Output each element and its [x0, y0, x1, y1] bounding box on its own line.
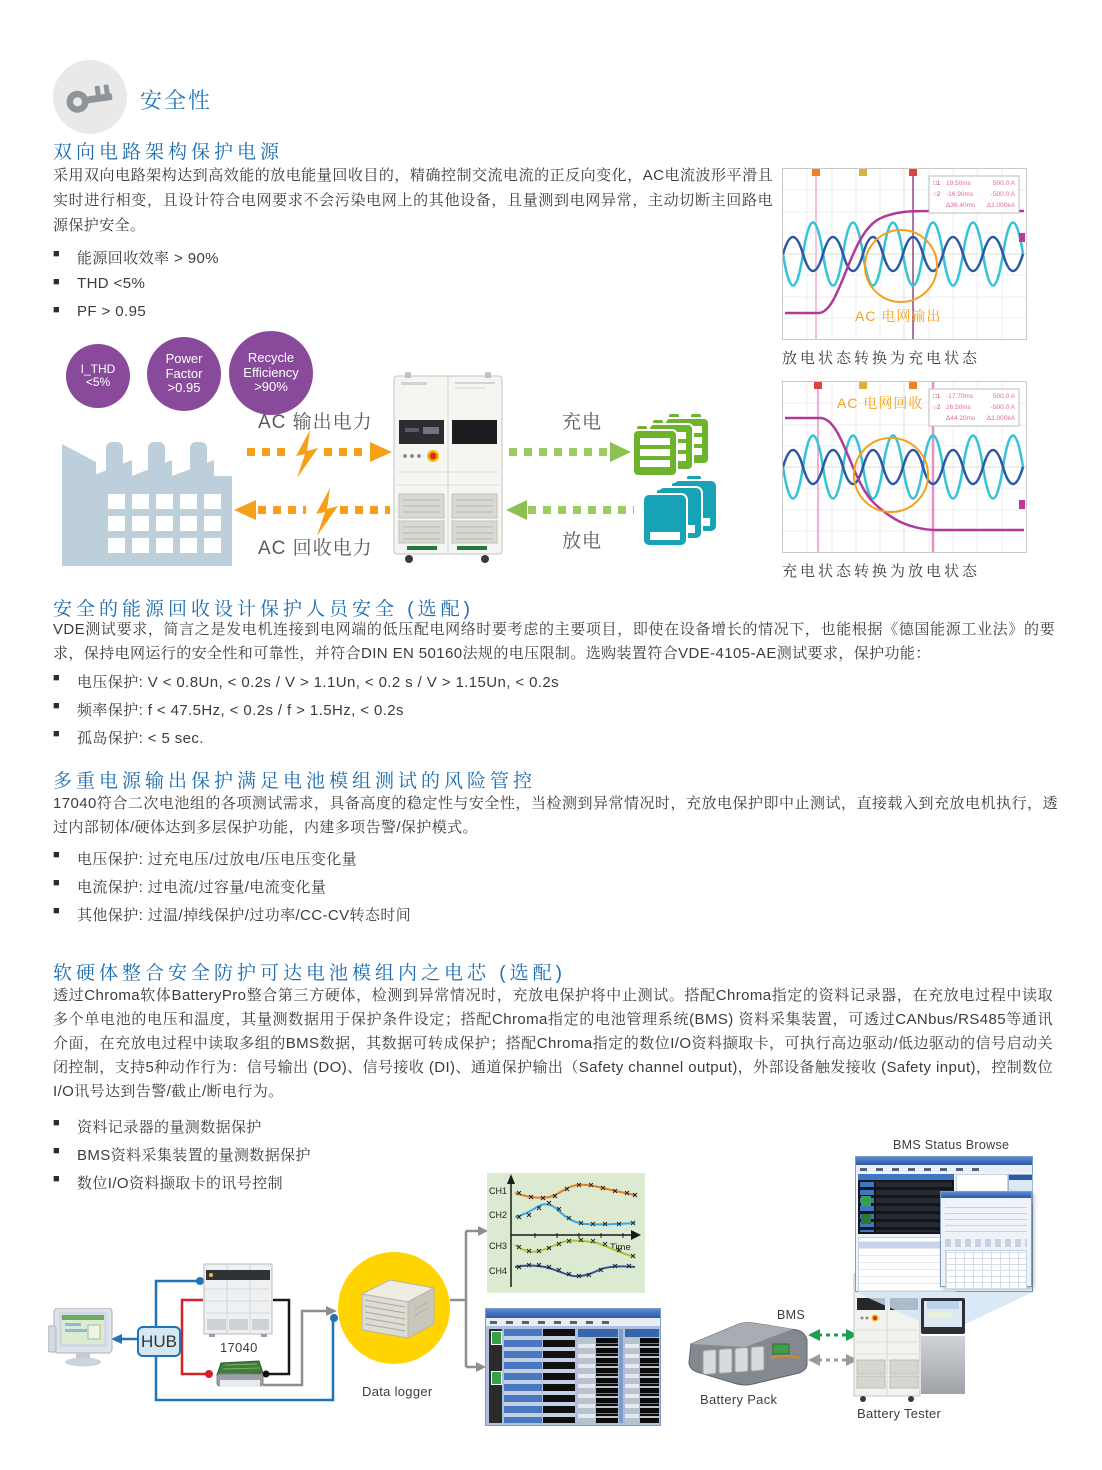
svg-text:Δ36.40ms: Δ36.40ms: [946, 202, 976, 209]
value-column: [543, 1329, 575, 1423]
bullet-item: ■ THD <5%: [53, 275, 219, 293]
scope1-measure-box: [929, 176, 1019, 213]
data-logger-icon: [338, 1252, 450, 1364]
panel-header: [578, 1329, 618, 1337]
lightning-bolt-icon: [296, 430, 318, 478]
battery-stack-charge-icon: [633, 408, 723, 478]
label-ac-output: AC 输出电力: [258, 412, 373, 433]
bullet-item: ■ 资料记录器的量测数据保护: [53, 1116, 311, 1134]
bullet-item: ■ 能源回收效率 > 90%: [53, 247, 219, 265]
svg-text:Δ1.000kA: Δ1.000kA: [986, 202, 1015, 209]
svg-text:Time: Time: [610, 1242, 631, 1253]
scope-waveform: [783, 169, 1026, 339]
label-column: [504, 1329, 542, 1423]
bullet-item: ■ 电流保护: 过电流/过容量/电流变化量: [53, 876, 411, 894]
label-battery-tester: Battery Tester: [857, 1406, 942, 1421]
dialog-tabs: [945, 1239, 1027, 1247]
cabinet-17040: [203, 1261, 273, 1337]
svg-text:CH3: CH3: [489, 1241, 508, 1251]
section1-body: 采用双向电路架构达到高效能的放电能量回收目的，精确控制交流电流的正反向变化，AC电流波形平滑且实时进行相变，且设计符合电网要求不会污染电网上的其他设备，且量测到电网异常，主动切断主回路电源保护安全。: [53, 167, 773, 234]
dialog-titlebar: [941, 1192, 1031, 1198]
bullet-item: ■ 数位I/O资料撷取卡的讯号控制: [53, 1172, 311, 1190]
meas-column: [640, 1338, 659, 1423]
scope-figure-charge-to-discharge: [782, 381, 1027, 553]
section2-heading: 安全的能源回收设计保护人员安全 (选配): [53, 599, 474, 620]
bullet-item: ■ 孤岛保护: < 5 sec.: [53, 727, 559, 745]
svg-text:CH1: CH1: [489, 1186, 508, 1196]
svg-text:Δ44.20ms: Δ44.20ms: [946, 415, 976, 422]
window-titlebar: [856, 1157, 1032, 1165]
svg-text:Δ1.000kA: Δ1.000kA: [986, 415, 1015, 422]
bullet-item: ■ PF > 0.95: [53, 303, 219, 321]
channel-trend-chart: [487, 1173, 645, 1293]
dialog-fields: [945, 1202, 1027, 1236]
bullet-item: ■ 频率保护: f < 47.5Hz, < 0.2s / f > 1.5Hz, < 0.2s: [53, 699, 559, 717]
svg-text:□1: □1: [933, 180, 941, 187]
battery-pack-icon: [681, 1314, 815, 1392]
test-system-cabinet: [393, 372, 503, 564]
badge-power-factor: Power Factor >0.95: [147, 337, 221, 411]
hub-box: HUB: [137, 1326, 181, 1357]
bullet-item: ■ BMS资料采集装置的量测数据保护: [53, 1144, 311, 1162]
section3-body: 17040符合二次电池组的各项测试需求，具备高度的稳定性与安全性，当检测到异常情况时，充放电保护即中止测试，直接载入到充放电机执行，透过内部韧体/硬体达到多层保护功能，内建多项告警/保护模式。: [53, 795, 1058, 836]
svg-text:○2: ○2: [933, 404, 941, 411]
scope-waveform: [783, 382, 1026, 552]
scope1-caption: 放电状态转换为充电状态: [782, 350, 981, 367]
svg-text:-500.0 A: -500.0 A: [990, 191, 1015, 198]
key-icon: [53, 60, 127, 134]
svg-text:CH4: CH4: [489, 1266, 508, 1276]
badge-ithd: I_THD <5%: [66, 344, 130, 408]
svg-text:○2: ○2: [933, 191, 941, 198]
label-bms: BMS: [777, 1308, 805, 1322]
svg-text:500.0 A: 500.0 A: [992, 180, 1015, 187]
scrollbar: [619, 1329, 623, 1423]
label-data-logger: Data logger: [362, 1384, 433, 1399]
bullet-item: ■ 其他保护: 过温/掉线保护/过功率/CC-CV转态时间: [53, 904, 411, 922]
label-battery-pack: Battery Pack: [700, 1392, 778, 1407]
battery-module-icon: [215, 1355, 265, 1391]
label-17040: 17040: [220, 1340, 258, 1355]
svg-text:19.50ms: 19.50ms: [946, 180, 971, 187]
key-icon-glyph: [53, 60, 127, 134]
page-title: 安全性: [140, 88, 213, 113]
window-menubar: [486, 1318, 660, 1326]
scope-figure-discharge-to-charge: [782, 168, 1027, 340]
svg-text:CH2: CH2: [489, 1210, 508, 1220]
panel-header: [625, 1329, 659, 1337]
dialog-table: [945, 1250, 1027, 1290]
badge-recycle-efficiency: Recycle Efficiency >90%: [229, 331, 313, 415]
svg-text:500.0 A: 500.0 A: [992, 393, 1015, 400]
svg-text:-17.70ms: -17.70ms: [946, 393, 974, 400]
panel-strip: [489, 1329, 502, 1423]
computer-icon: [48, 1308, 120, 1368]
svg-text:26.50ms: 26.50ms: [946, 404, 971, 411]
meas-column: [596, 1338, 618, 1423]
scope2-annotation: AC 电网回收: [837, 395, 924, 411]
section2-body: VDE测试要求，简言之是发电机连接到电网端的低压配电网络时要考虑的主要项目，即使在设备增长的情况下，也能根据《德国能源工业法》的要求，保持电网运行的安全性和可靠性，并符合DIN EN 50160法规的电压限制。选购装置符合VDE-4105-AE测试要求，保护功能：: [53, 621, 1055, 662]
lightning-bolt-icon: [316, 488, 338, 536]
section1-bullets: [53, 247, 219, 331]
section1-heading: 双向电路架构保护电源: [53, 142, 284, 163]
scope2-caption: 充电状态转换为放电状态: [782, 563, 981, 580]
label-ac-recycle: AC 回收电力: [258, 538, 373, 559]
label-discharge: 放电: [562, 531, 603, 552]
settings-dialog: [940, 1191, 1032, 1287]
label-charge: 充电: [562, 412, 603, 433]
window-menubar: [856, 1165, 1032, 1172]
svg-text:-16.90ms: -16.90ms: [946, 191, 974, 198]
label-bms-status-browse: BMS Status Browse: [893, 1138, 1010, 1152]
tester-monitor: [921, 1298, 965, 1334]
section3-heading: 多重电源输出保护满足电池模组测试的风险管控: [53, 771, 537, 792]
bullet-item: ■ 电压保护: V < 0.8Un, < 0.2s / V > 1.1Un, < 0.2 s / V > 1.15Un, < 0.2s: [53, 671, 559, 689]
bullet-item: ■ 电压保护: 过充电压/过放电/压电压变化量: [53, 848, 411, 866]
window-titlebar: [486, 1309, 660, 1318]
scope2-measure-box: [929, 389, 1019, 426]
label-column: [625, 1338, 639, 1423]
batterypro-screenshot: [485, 1308, 661, 1426]
section4-heading: 软硬体整合安全防护可达电池模组内之电芯 (选配): [53, 963, 566, 984]
battery-stack-discharge-icon: [643, 474, 729, 550]
section2-bullets: [53, 671, 559, 755]
section4-body: 透过Chroma软体BatteryPro整合第三方硬体，检测到异常情况时，充放电保护将中止测试。搭配Chroma指定的资料记录器，在充放电过程中读取多个单电池的电压和温度，其量测数据用于保护条件设定；搭配Chroma指定的电池管理系统(BMS) 资料采集装置，可透过CANbus/RS485等通讯介面，在充放电过程中读取多组的BMS数据，其数据可转成保护；搭配Chroma指定的数位I/O资料撷取卡，可执行高边驱动/低边驱动的信号启动关闭控制，支持5种动作行为：信号输出 (DO)、信号接收 (DI)、通道保护输出（Safety channel output)，外部设备触发接收 (Safety input)，控制数位I/O讯号达到告警/截止/断电行为。: [53, 987, 1053, 1100]
scope1-annotation: AC 电网输出: [855, 308, 942, 324]
svg-text:□1: □1: [933, 393, 941, 400]
monitor-pedestal: [921, 1336, 965, 1394]
svg-text:-500.0 A: -500.0 A: [990, 404, 1015, 411]
data-logger-badge: [338, 1252, 450, 1364]
channel-trend-plot: [487, 1173, 645, 1293]
section3-bullets: [53, 848, 411, 932]
bms-status-screenshot: [855, 1156, 1033, 1292]
label-column: [578, 1338, 595, 1423]
